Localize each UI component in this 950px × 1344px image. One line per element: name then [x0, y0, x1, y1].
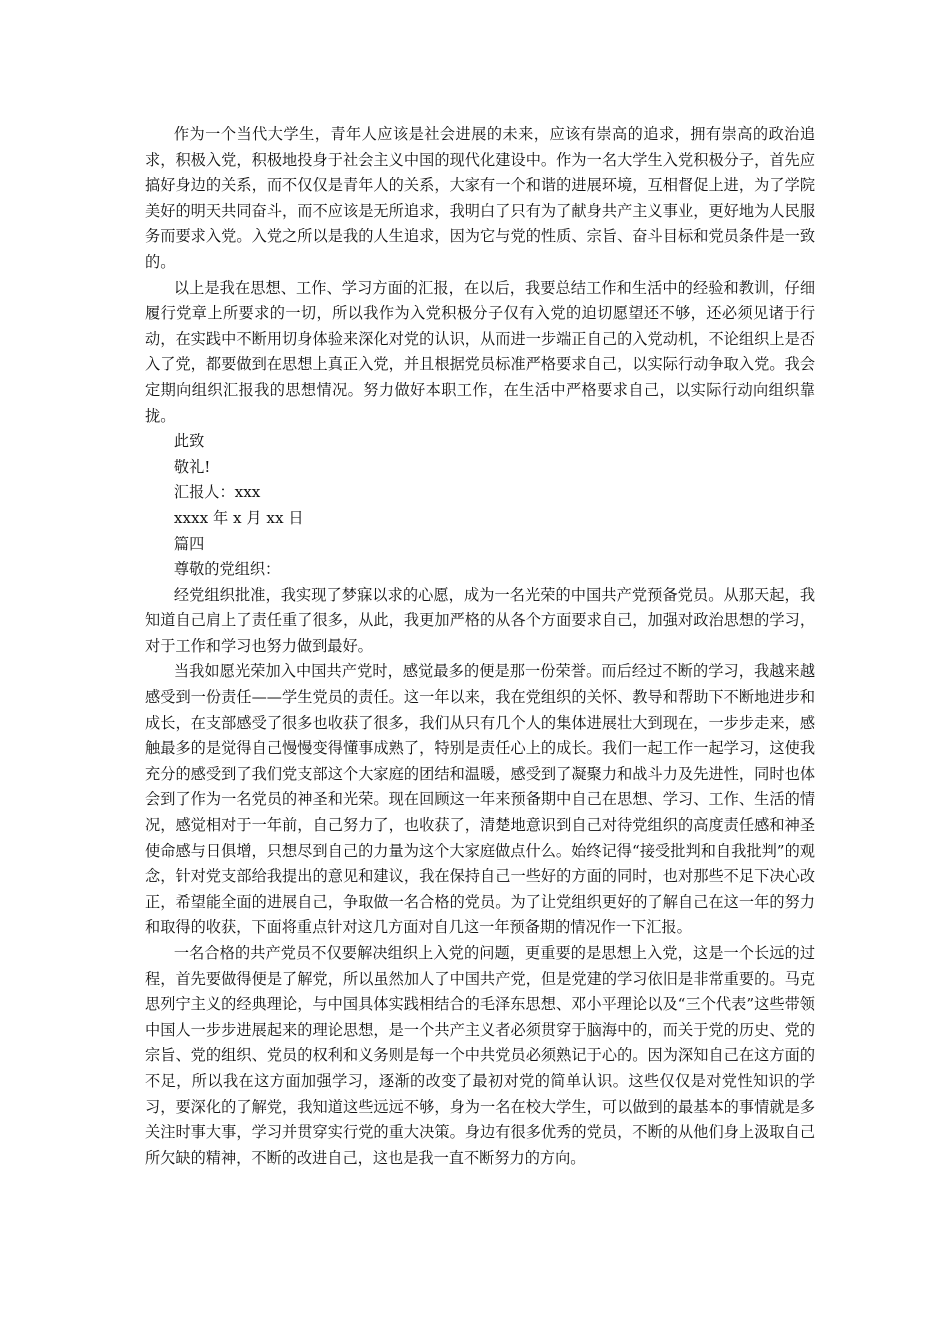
document-page	[145, 122, 815, 1171]
paragraph-5: 一名合格的共产党员不仅要解决组织上入党的问题，更重要的是思想上入党，这是一个长远的过程，首先要做得便是了解党，所以虽然加人了中国共产党，但是党建的学习依旧是非常重要的。马克思列宁主义的经典理论，与中国具体实践相结合的毛泽东思想、邓小平理论以及“三个代表”这些带领中国人一步步进展起来的理论思想，是一个共产主义者必须贯穿于脑海中的，而关于党的历史、党的宗旨、党的组织、党员的权利和义务则是每一个中共党员必须熟记于心的。因为深知自己在这方面的不足，所以我在这方面加强学习，逐渐的改变了最初对党的简单认识。这些仅仅是对党性知识的学习，要深化的了解党，我知道这些远远不够，身为一名在校大学生，可以做到的最基本的事情就是多关注时事大事，学习并贯穿实行党的重大决策。身边有很多优秀的党员，不断的从他们身上汲取自己所欠缺的精神，不断的改进自己，这也是我一直不断努力的方向。	[145, 944, 815, 1167]
salute-line: 敬礼!	[173, 457, 211, 476]
greeting-line: 尊敬的党组织：	[173, 560, 281, 579]
closing-line: 此致	[173, 432, 205, 451]
paragraph-3: 经党组织批准，我实现了梦寐以求的心愿，成为一名光荣的中国共产党预备党员。从那天起，我知道自己肩上了责任重了很多，从此，我更加严格的从各个方面要求自己，加强对政治思想的学习，对于工作和学习也努力做到最好。	[145, 585, 815, 655]
paragraph-2: 以上是我在思想、工作、学习方面的汇报，在以后，我要总结工作和生活中的经验和教训，仔细履行党章上所要求的一切，所以我作为入党积极分子仅有入党的迫切愿望还不够，还必须见诸于行动，在实践中不断用切身体验来深化对党的认识，从而进一步端正自己的入党动机，不论组织上是否入了党，都要做到在思想上真正入党，并且根据党员标准严格要求自己，以实际行动争取入党。我会定期向组织汇报我的思想情况。努力做好本职工作，在生活中严格要求自己，以实际行动向组织靠拢。	[145, 278, 815, 425]
reporter-line: 汇报人：xxx	[173, 483, 261, 502]
paragraph-4: 当我如愿光荣加入中国共产党时，感觉最多的便是那一份荣誉。而后经过不断的学习，我越来越感受到一份责任——学生党员的责任。这一年以来，我在党组织的关怀、教导和帮助下不断地进步和成长，在支部感受了很多也收获了很多，我们从只有几个人的集体进展壮大到现在，一步步走来，感触最多的是觉得自己慢慢变得懂事成熟了，特别是责任心上的成长。我们一起工作一起学习，这使我充分的感受到了我们党支部这个大家庭的团结和温暖，感受到了凝聚力和战斗力及先进性，同时也体会到了作为一名党员的神圣和光荣。现在回顾这一年来预备期中自己在思想、学习、工作、生活的情况，感觉相对于一年前，自己努力了，也收获了，清楚地意识到自己对待党组织的高度责任感和神圣使命感与日俱增，只想尽到自己的力量为这个大家庭做点什么。始终记得“接受批判和自我批判”的观念，针对党支部给我提出的意见和建议，我在保持自己一些好的方面的同时，也对那些不足下决心改正，希望能全面的进展自己，争取做一名合格的党员。为了让党组织更好的了解自己在这一年的努力和取得的收获，下面将重点针对这几方面对自几这一年预备期的情况作一下汇报。	[145, 662, 815, 937]
section-title: 篇四	[173, 534, 205, 553]
date-line: xxxx 年 x 月 xx 日	[173, 508, 304, 527]
paragraph-1: 作为一个当代大学生，青年人应该是社会进展的未来，应该有崇高的追求，拥有崇高的政治追求，积极入党，积极地投身于社会主义中国的现代化建设中。作为一名大学生入党积极分子，首先应搞好身边的关系，而不仅仅是青年人的关系，大家有一个和谐的进展环境，互相督促上进，为了学院美好的明天共同奋斗，而不应该是无所追求，我明白了只有为了献身共产主义事业，更好地为人民服务而要求入党。入党之所以是我的人生追求，因为它与党的性质、宗旨、奋斗目标和党员条件是一致的。	[145, 125, 815, 271]
